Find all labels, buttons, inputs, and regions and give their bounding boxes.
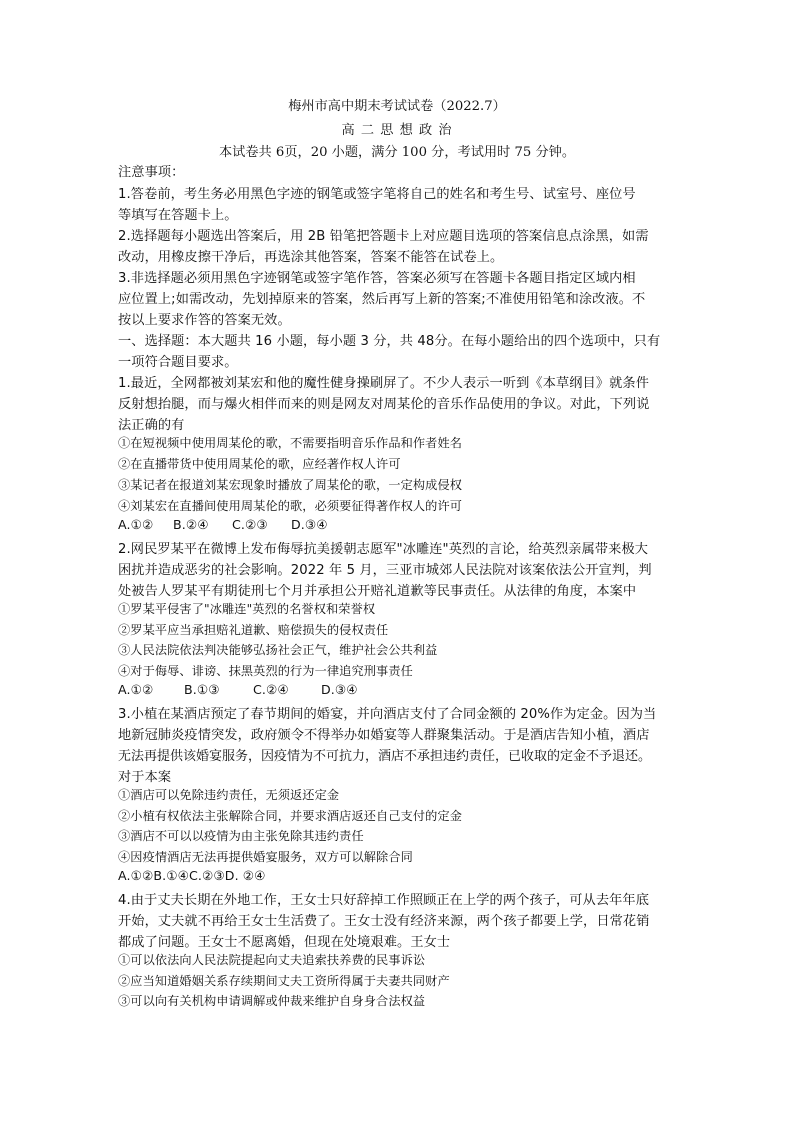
q1-option-c[interactable]: C.②③ [232, 517, 268, 532]
exam-info: 本试卷共 6页，20 小题，满分 100 分，考试用时 75 分钟。 [218, 145, 576, 160]
q2-item-3: ③人民法院依法判决能够弘扬社会正气，维护社会公共利益 [118, 643, 438, 657]
q2-item-4: ④对于侮辱、诽谤、抹黑英烈的行为一律追究刑事责任 [118, 664, 413, 678]
q4-stem-line-1: 4.由于丈夫长期在外地工作，王女士只好辞掉工作照顾正在上学的两个孩子，可从去年年底 [118, 893, 649, 908]
q1-option-d[interactable]: D.③④ [291, 517, 328, 532]
q2-options [118, 682, 358, 697]
note-3-line-2: 应位置上;如需改动，先划掉原来的答案，然后再写上新的答案;不准使用铅笔和涂改液。不 [118, 292, 646, 307]
q4-item-2: ②应当知道婚姻关系存续期间丈夫工资所得属于夫妻共同财产 [118, 974, 450, 988]
q1-stem-line-2: 反射想抬腿，而与爆火相伴而来的则是网友对周某伦的音乐作品使用的争议。对此，下列说 [118, 397, 650, 412]
q3-stem-line-3: 无法再提供该婚宴服务，因疫情为不可抗力，酒店不承担违约责任，已收取的定金不予退还。 [118, 749, 652, 764]
q3-item-2: ②小植有权依法主张解除合同，并要求酒店返还自己支付的定金 [118, 809, 463, 823]
q3-stem-line-2: 地新冠肺炎疫情突发，政府颁令不得举办如婚宴等人群聚集活动。于是酒店告知小植，酒店 [118, 728, 650, 743]
q3-stem-line-1: 3.小植在某酒店预定了春节期间的婚宴，并向酒店支付了合同金额的 20%作为定金。因为当 [118, 707, 657, 722]
q1-option-b[interactable]: B.②④ [173, 517, 209, 532]
q4-stem-line-3: 都成了问题。王女士不愿离婚，但现在处境艰难。王女士 [118, 935, 451, 950]
q3-item-3: ③酒店不可以以疫情为由主张免除其违约责任 [118, 829, 364, 843]
note-3-line-1: 3.非选择题必须用黑色字迹钢笔或签字笔作答，答案必须写在答题卡各题目指定区域内相 [118, 271, 636, 286]
q4-item-3: ③可以向有关机构申请调解或仲裁来维护自身身合法权益 [118, 994, 426, 1008]
q2-option-d[interactable]: D.③④ [321, 682, 358, 697]
q3-options[interactable]: A.①②B.①④C.②③D. ②④ [118, 868, 266, 883]
q1-options [118, 517, 328, 532]
exam-title: 梅州市高中期末考试试卷（2022.7） [288, 99, 506, 114]
note-2-line-2: 改动，用橡皮擦干净后，再选涂其他答案，答案不能答在试卷上。 [118, 250, 504, 265]
note-3-line-3: 按以上要求作答的答案无效。 [118, 313, 291, 328]
q3-item-1: ①酒店可以免除违约责任，无须返还定金 [118, 788, 340, 802]
q3-stem-line-4: 对于本案 [118, 770, 172, 785]
exam-subject: 高 二 思 想 政 治 [341, 123, 453, 138]
q3-item-4: ④因疫情酒店无法再提供婚宴服务，双方可以解除合同 [118, 850, 413, 864]
q2-item-2: ②罗某平应当承担赔礼道歉、赔偿损失的侵权责任 [118, 623, 389, 637]
q2-option-b[interactable]: B.①③ [184, 682, 220, 697]
q2-stem-line-1: 2.网民罗某平在微博上发布侮辱抗美援朝志愿军"冰雕连"英烈的言论，给英烈亲属带来极大 [118, 542, 649, 557]
note-1-line-1: 1.答卷前，考生务必用黑色字迹的钢笔或签字笔将自己的姓名和考生号、试室号、座位号 [118, 187, 636, 202]
q1-item-3: ③某记者在报道刘某宏现象时播放了周某伦的歌，一定构成侵权 [118, 478, 463, 492]
q2-option-c[interactable]: C.②④ [253, 682, 289, 697]
q1-option-a[interactable]: A.①② [118, 517, 154, 532]
section-1-line-1: 一、选择题：本大题共 16 小题，每小题 3 分，共 48分。在每小题给出的四个选项中，只有 [118, 334, 661, 349]
q4-stem-line-2: 开始，丈夫就不再给王女士生活费了。王女士没有经济来源，两个孩子都要上学，日常花销 [118, 914, 650, 929]
q2-item-1: ①罗某平侵害了"冰雕连"英烈的名誉权和荣誉权 [118, 602, 376, 616]
notes-heading: 注意事项： [118, 165, 185, 180]
q2-stem-line-3: 处被告人罗某平有期徒刑七个月并承担公开赔礼道歉等民事责任。从法律的角度，本案中 [118, 584, 637, 599]
q1-item-1: ①在短视频中使用周某伦的歌，不需要指明音乐作品和作者姓名 [118, 436, 463, 450]
q1-item-4: ④刘某宏在直播间使用周某伦的歌，必须要征得著作权人的许可 [118, 499, 463, 513]
note-1-line-2: 等填写在答题卡上。 [118, 208, 238, 223]
q1-stem-line-1: 1.最近，全网都被刘某宏和他的魔性健身操刷屏了。不少人表示一听到《本草纲目》就条件 [118, 376, 649, 391]
q1-stem-line-3: 法正确的有 [118, 418, 185, 433]
q4-item-1: ①可以依法向人民法院提起向丈夫追索扶养费的民事诉讼 [118, 953, 426, 967]
q1-item-2: ②在直播带货中使用周某伦的歌，应经著作权人许可 [118, 457, 401, 471]
q2-stem-line-2: 困扰并造成恶劣的社会影响。2022 年 5 月，三亚市城郊人民法院对该案依法公开宣判，判 [118, 563, 652, 578]
section-1-line-2: 一项符合题目要求。 [118, 355, 238, 370]
note-2-line-1: 2.选择题每小题选出答案后，用 2B 铅笔把答题卡上对应题目选项的答案信息点涂黑，如需 [118, 229, 649, 244]
q2-option-a[interactable]: A.①② [118, 682, 154, 697]
